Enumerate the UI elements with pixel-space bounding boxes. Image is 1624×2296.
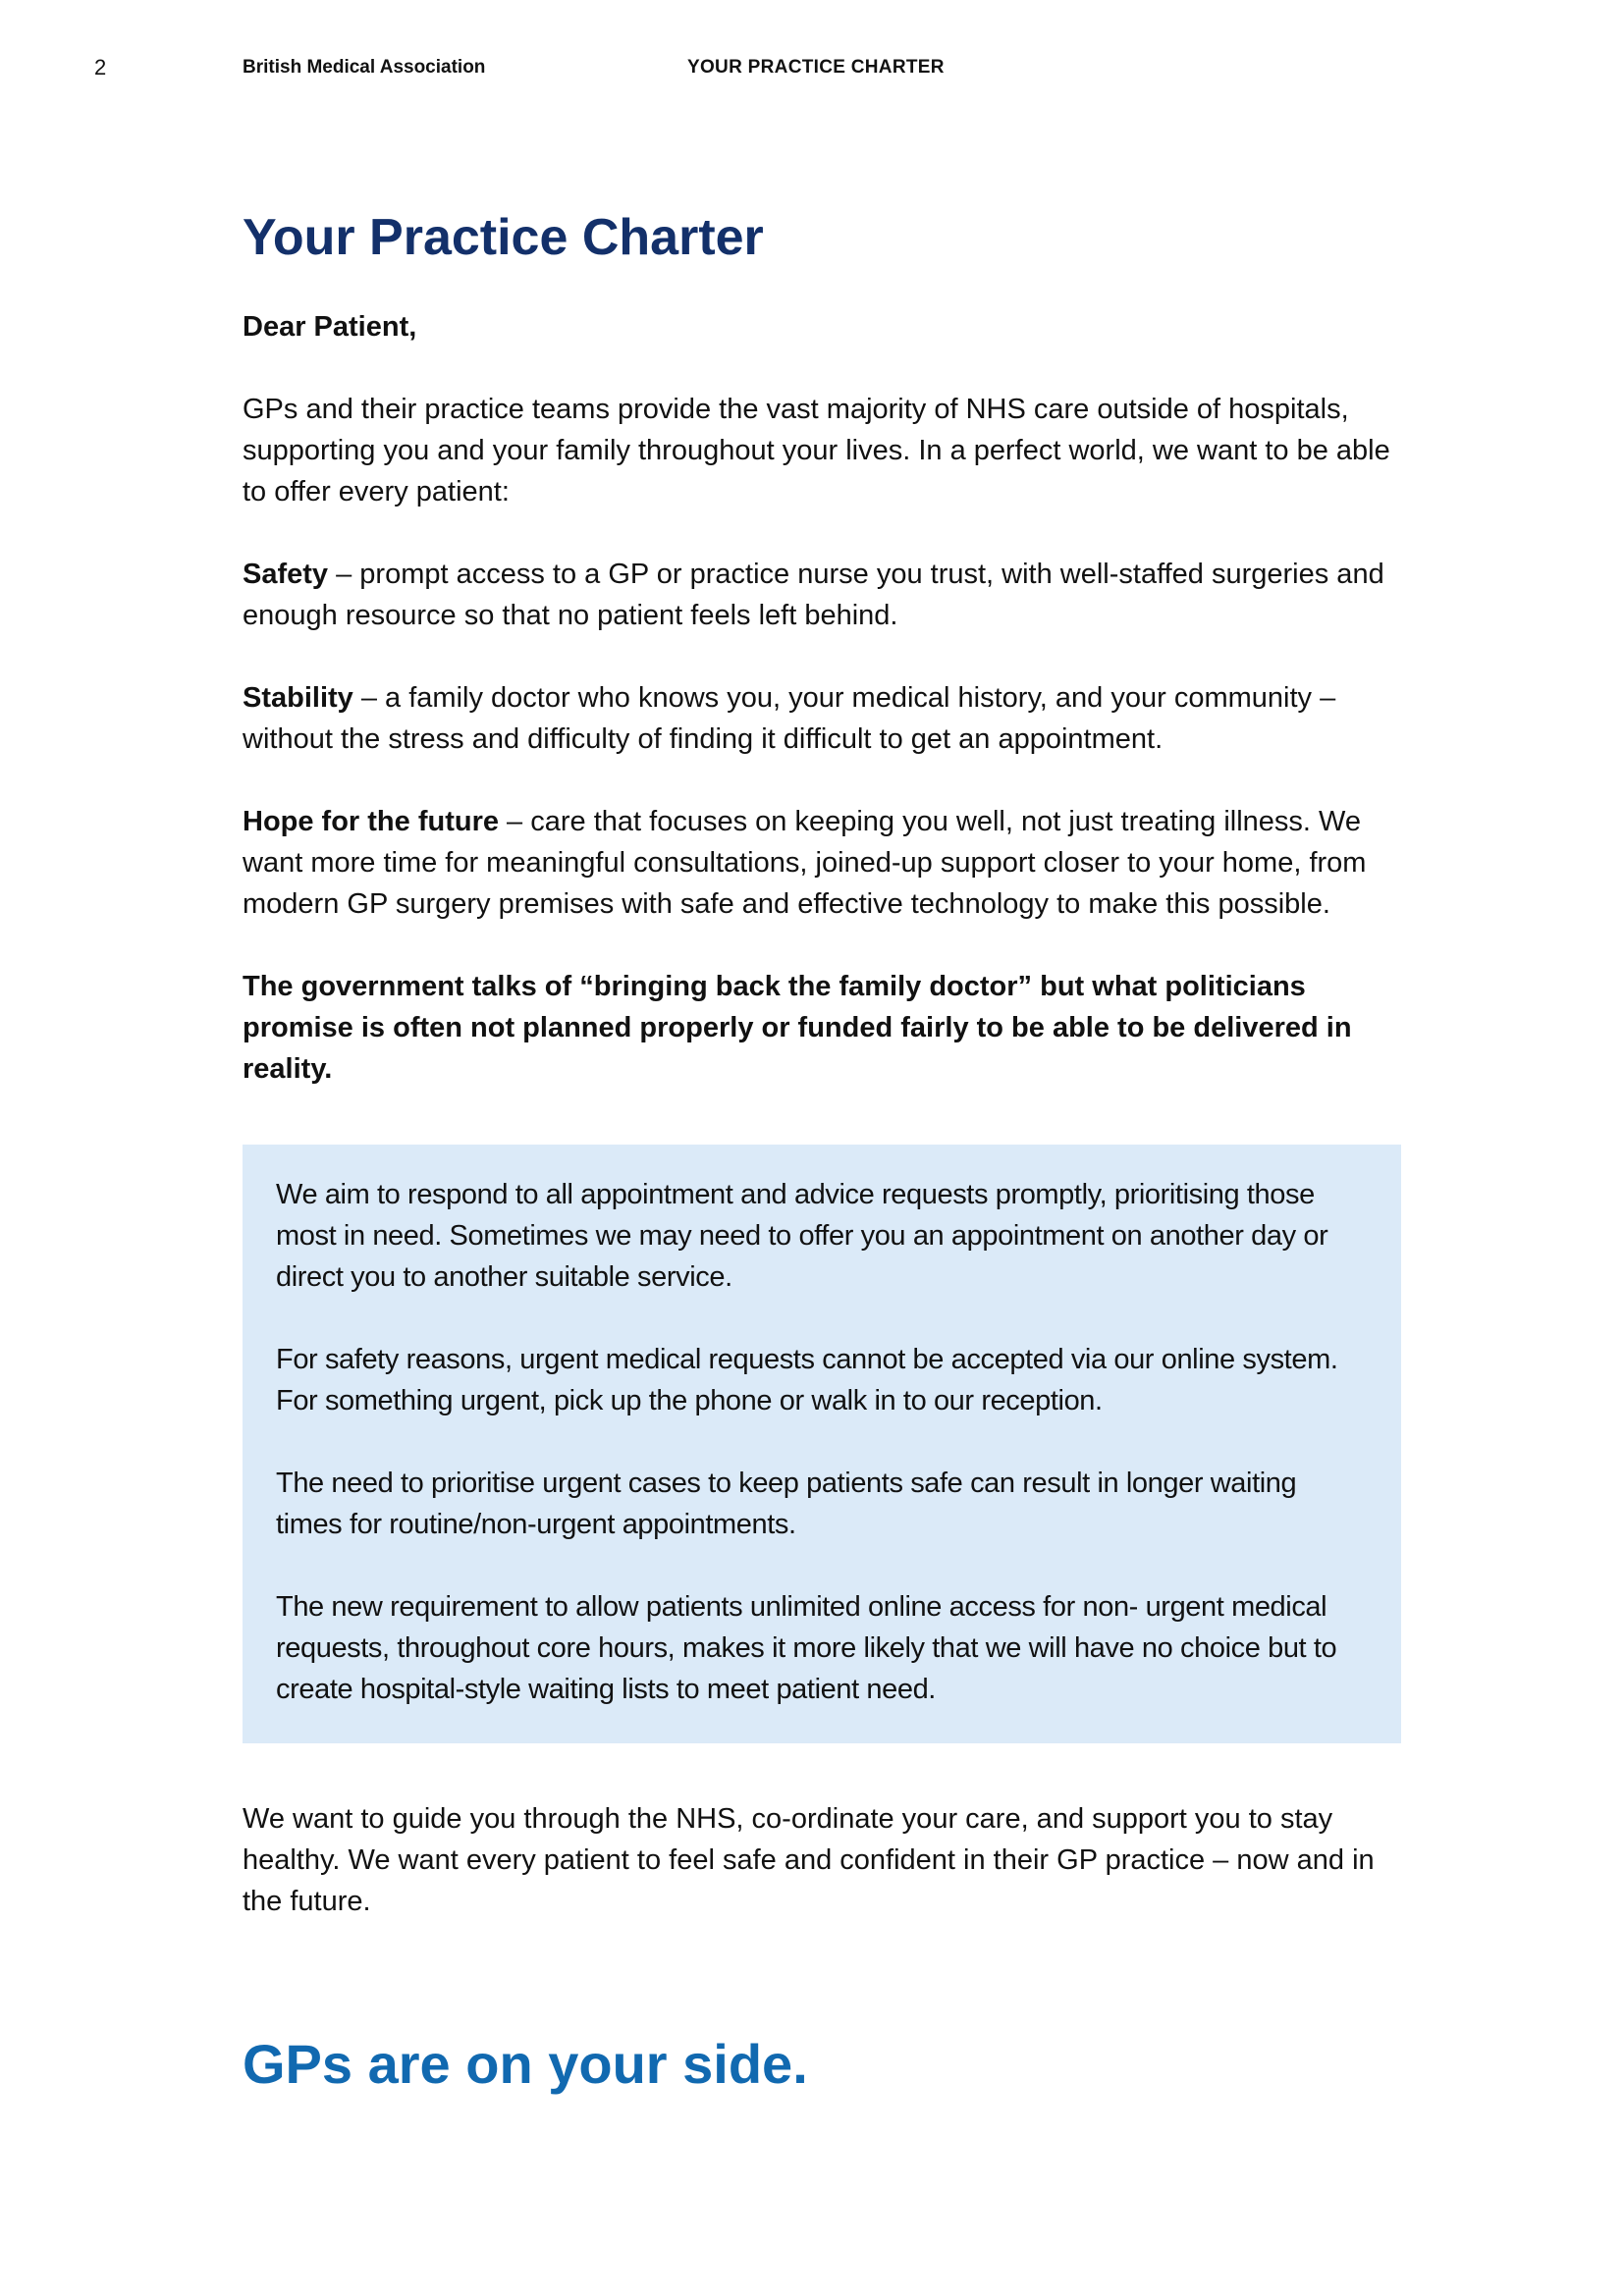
- appointment-info-box: [243, 1145, 1401, 1743]
- header-document-title: YOUR PRACTICE CHARTER: [687, 57, 945, 78]
- pledge-stability: [243, 677, 1401, 760]
- salutation: Dear Patient,: [243, 311, 417, 343]
- page-title: Your Practice Charter: [243, 209, 764, 266]
- pledge-term: Hope for the future: [243, 806, 499, 837]
- pledge-safety: [243, 554, 1401, 636]
- info-paragraph: The need to prioritise urgent cases to keep patients safe can result in longer waiting times for routine/non-urgent appointments.: [276, 1468, 1297, 1540]
- government-statement: The government talks of “bringing back the family doctor” but what politicians promise is often not planned properly or funded fairly to be able to be delivered in reality.: [243, 971, 1352, 1085]
- pledge-text: – a family doctor who knows you, your medical history, and your community – without the stress and difficulty of finding it difficult to get an appointment.: [243, 682, 1336, 755]
- tagline: GPs are on your side.: [243, 2033, 808, 2095]
- closing-paragraph: We want to guide you through the NHS, co-ordinate your care, and support you to stay healthy. We want every patient to feel safe and confident in their GP practice – now and in the future.: [243, 1803, 1375, 1917]
- pledge-hope-for-the-future: [243, 801, 1401, 925]
- charter-content: [243, 204, 1401, 2099]
- info-paragraph: For safety reasons, urgent medical requests cannot be accepted via our online system. For something urgent, pick up the phone or walk in to our reception.: [276, 1344, 1338, 1416]
- pledge-text: – care that focuses on keeping you well, not just treating illness. We want more time for meaningful consultations, joined-up support closer to your home, from modern GP surgery premises with safe and effective technology to make this possible.: [243, 806, 1367, 920]
- info-paragraph: The new requirement to allow patients unlimited online access for non- urgent medical requests, throughout core hours, makes it more likely that we will have no choice but to create hospital-style waiting lists to meet patient need.: [276, 1591, 1337, 1705]
- header-organization: British Medical Association: [243, 57, 486, 78]
- pledge-text: – prompt access to a GP or practice nurse you trust, with well-staffed surgeries and enough resource so that no patient feels left behind.: [243, 559, 1384, 631]
- info-paragraph: We aim to respond to all appointment and advice requests promptly, prioritising those most in need. Sometimes we may need to offer you an appointment on another day or direct you to another suitable service.: [276, 1179, 1328, 1293]
- intro-paragraph: GPs and their practice teams provide the vast majority of NHS care outside of hospitals, supporting you and your family throughout your lives. In a perfect world, we want to be able to offer every patient:: [243, 394, 1390, 507]
- pledge-term: Safety: [243, 559, 329, 590]
- pledge-term: Stability: [243, 682, 353, 714]
- page-number: 2: [94, 55, 107, 80]
